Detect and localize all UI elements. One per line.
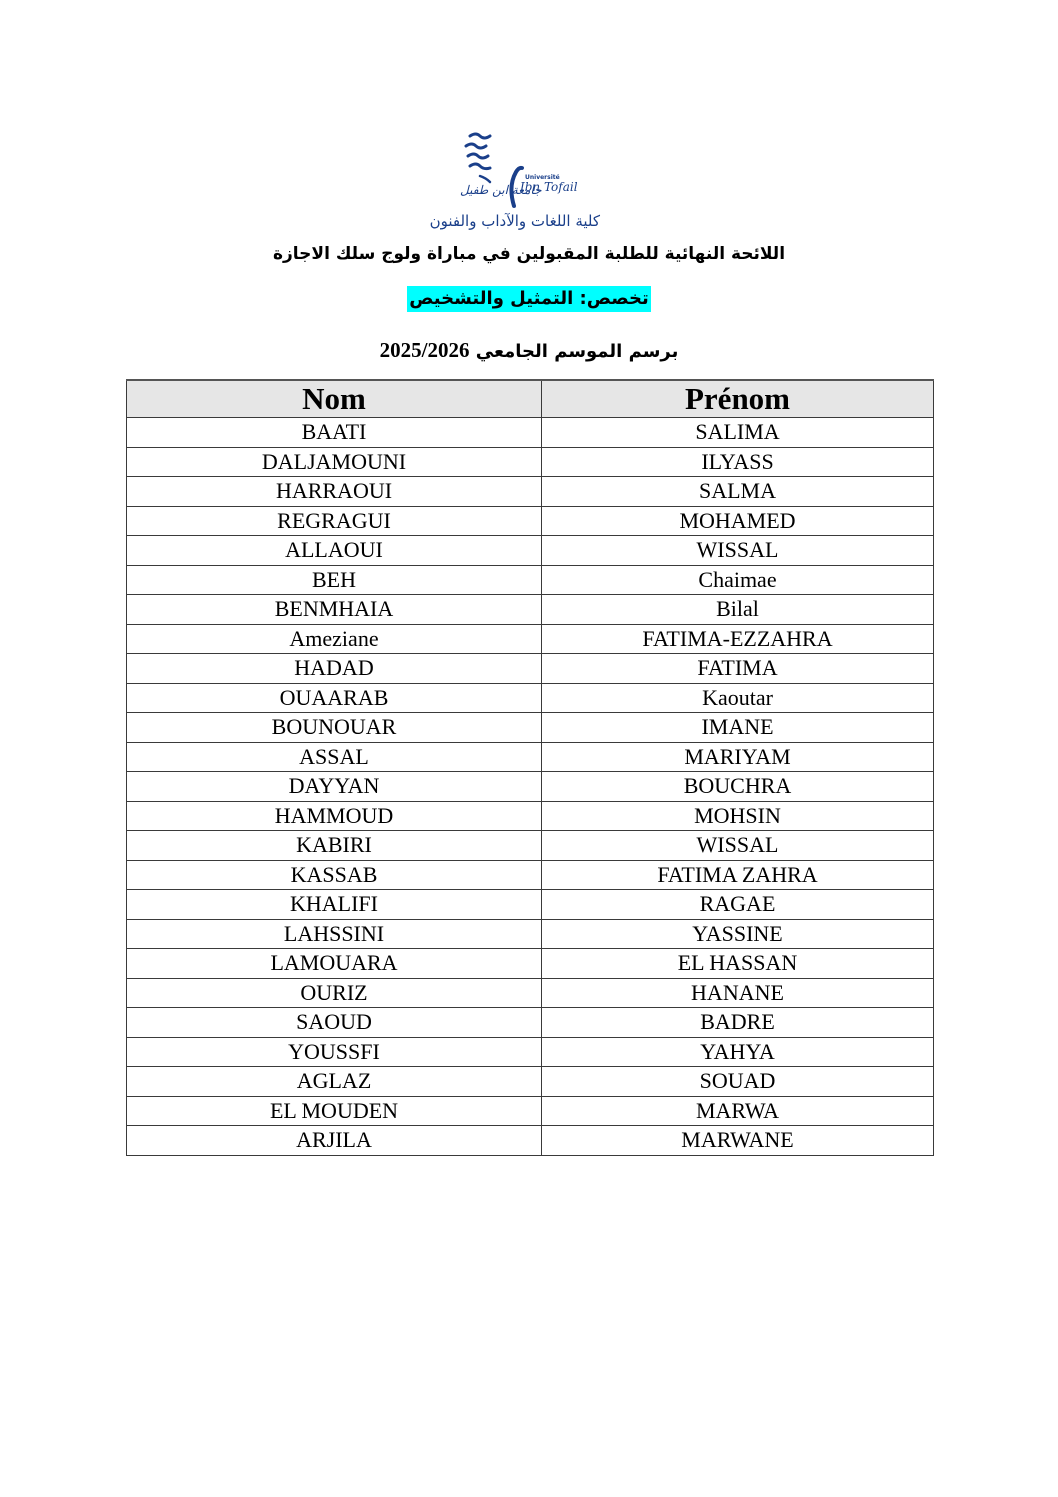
logo-universite-label: Université — [525, 174, 560, 181]
cell-prenom: SALIMA — [542, 418, 934, 448]
table-header-row — [127, 380, 934, 418]
cell-nom: HADAD — [127, 654, 542, 684]
cell-nom: BENMHAIA — [127, 595, 542, 625]
cell-prenom: Kaoutar — [542, 683, 934, 713]
cell-nom: EL MOUDEN — [127, 1096, 542, 1126]
cell-nom: DALJAMOUNI — [127, 447, 542, 477]
logo-emblem-icon — [430, 128, 630, 218]
cell-prenom: Bilal — [542, 595, 934, 625]
column-header-nom: Nom — [127, 380, 542, 418]
cell-nom: YOUSSFI — [127, 1037, 542, 1067]
cell-nom: LAHSSINI — [127, 919, 542, 949]
table-row — [127, 536, 934, 566]
specialty-label: تخصص: التمثيل والتشخيص — [407, 286, 651, 312]
table-row — [127, 742, 934, 772]
table-row — [127, 506, 934, 536]
cell-prenom: MOHSIN — [542, 801, 934, 831]
table-row — [127, 595, 934, 625]
cell-nom: LAMOUARA — [127, 949, 542, 979]
table-row — [127, 978, 934, 1008]
specialty-heading — [0, 286, 1058, 312]
cell-prenom: MOHAMED — [542, 506, 934, 536]
cell-prenom: ILYASS — [542, 447, 934, 477]
table-row — [127, 801, 934, 831]
table-row — [127, 1096, 934, 1126]
table-row — [127, 949, 934, 979]
cell-prenom: MARWA — [542, 1096, 934, 1126]
table-row — [127, 919, 934, 949]
table-row — [127, 1008, 934, 1038]
table-row — [127, 565, 934, 595]
cell-nom: KHALIFI — [127, 890, 542, 920]
table-row — [127, 477, 934, 507]
cell-nom: BEH — [127, 565, 542, 595]
cell-prenom: HANANE — [542, 978, 934, 1008]
table-row — [127, 624, 934, 654]
table-row — [127, 890, 934, 920]
cell-prenom: WISSAL — [542, 831, 934, 861]
table-row — [127, 713, 934, 743]
logo-university-french: Ibn Tofail — [520, 180, 578, 194]
cell-nom: Ameziane — [127, 624, 542, 654]
cell-nom: SAOUD — [127, 1008, 542, 1038]
table-row — [127, 418, 934, 448]
document-title: اللائحة النهائية للطلبة المقبولين في مباراة ولوج سلك الاجازة — [272, 244, 786, 264]
table-row — [127, 654, 934, 684]
cell-nom: ALLAOUI — [127, 536, 542, 566]
admitted-students-table — [126, 379, 934, 1156]
logo-university-arabic: جامعة ابن طفيل — [460, 183, 542, 197]
cell-nom: REGRAGUI — [127, 506, 542, 536]
cell-nom: BAATI — [127, 418, 542, 448]
table-row — [127, 447, 934, 477]
table-row — [127, 1067, 934, 1097]
cell-prenom: MARWANE — [542, 1126, 934, 1156]
table-row — [127, 831, 934, 861]
cell-prenom: SOUAD — [542, 1067, 934, 1097]
logo-faculty-name: كلية اللغات والآداب والفنون — [429, 212, 600, 230]
cell-nom: ASSAL — [127, 742, 542, 772]
cell-prenom: Chaimae — [542, 565, 934, 595]
table-body — [127, 418, 934, 1156]
table-row — [127, 683, 934, 713]
cell-nom: DAYYAN — [127, 772, 542, 802]
academic-year-heading — [0, 338, 1058, 363]
table-row — [127, 860, 934, 890]
column-header-prenom: Prénom — [542, 380, 934, 418]
table-row — [127, 1126, 934, 1156]
cell-prenom: FATIMA-EZZAHRA — [542, 624, 934, 654]
cell-nom: OUAARAB — [127, 683, 542, 713]
cell-prenom: RAGAE — [542, 890, 934, 920]
cell-nom: ARJILA — [127, 1126, 542, 1156]
cell-prenom: FATIMA ZAHRA — [542, 860, 934, 890]
university-logo — [430, 128, 630, 236]
cell-prenom: IMANE — [542, 713, 934, 743]
cell-prenom: WISSAL — [542, 536, 934, 566]
cell-nom: BOUNOUAR — [127, 713, 542, 743]
cell-prenom: YASSINE — [542, 919, 934, 949]
cell-prenom: MARIYAM — [542, 742, 934, 772]
cell-prenom: FATIMA — [542, 654, 934, 684]
cell-nom: HAMMOUD — [127, 801, 542, 831]
cell-nom: KASSAB — [127, 860, 542, 890]
table-row — [127, 772, 934, 802]
cell-prenom: BADRE — [542, 1008, 934, 1038]
cell-nom: OURIZ — [127, 978, 542, 1008]
academic-year-label: برسم الموسم الجامعي — [475, 341, 679, 362]
cell-prenom: YAHYA — [542, 1037, 934, 1067]
cell-nom: KABIRI — [127, 831, 542, 861]
cell-nom: AGLAZ — [127, 1067, 542, 1097]
academic-year-value: 2025/2026 — [379, 338, 470, 362]
table-row — [127, 1037, 934, 1067]
cell-nom: HARRAOUI — [127, 477, 542, 507]
cell-prenom: EL HASSAN — [542, 949, 934, 979]
cell-prenom: SALMA — [542, 477, 934, 507]
cell-prenom: BOUCHRA — [542, 772, 934, 802]
